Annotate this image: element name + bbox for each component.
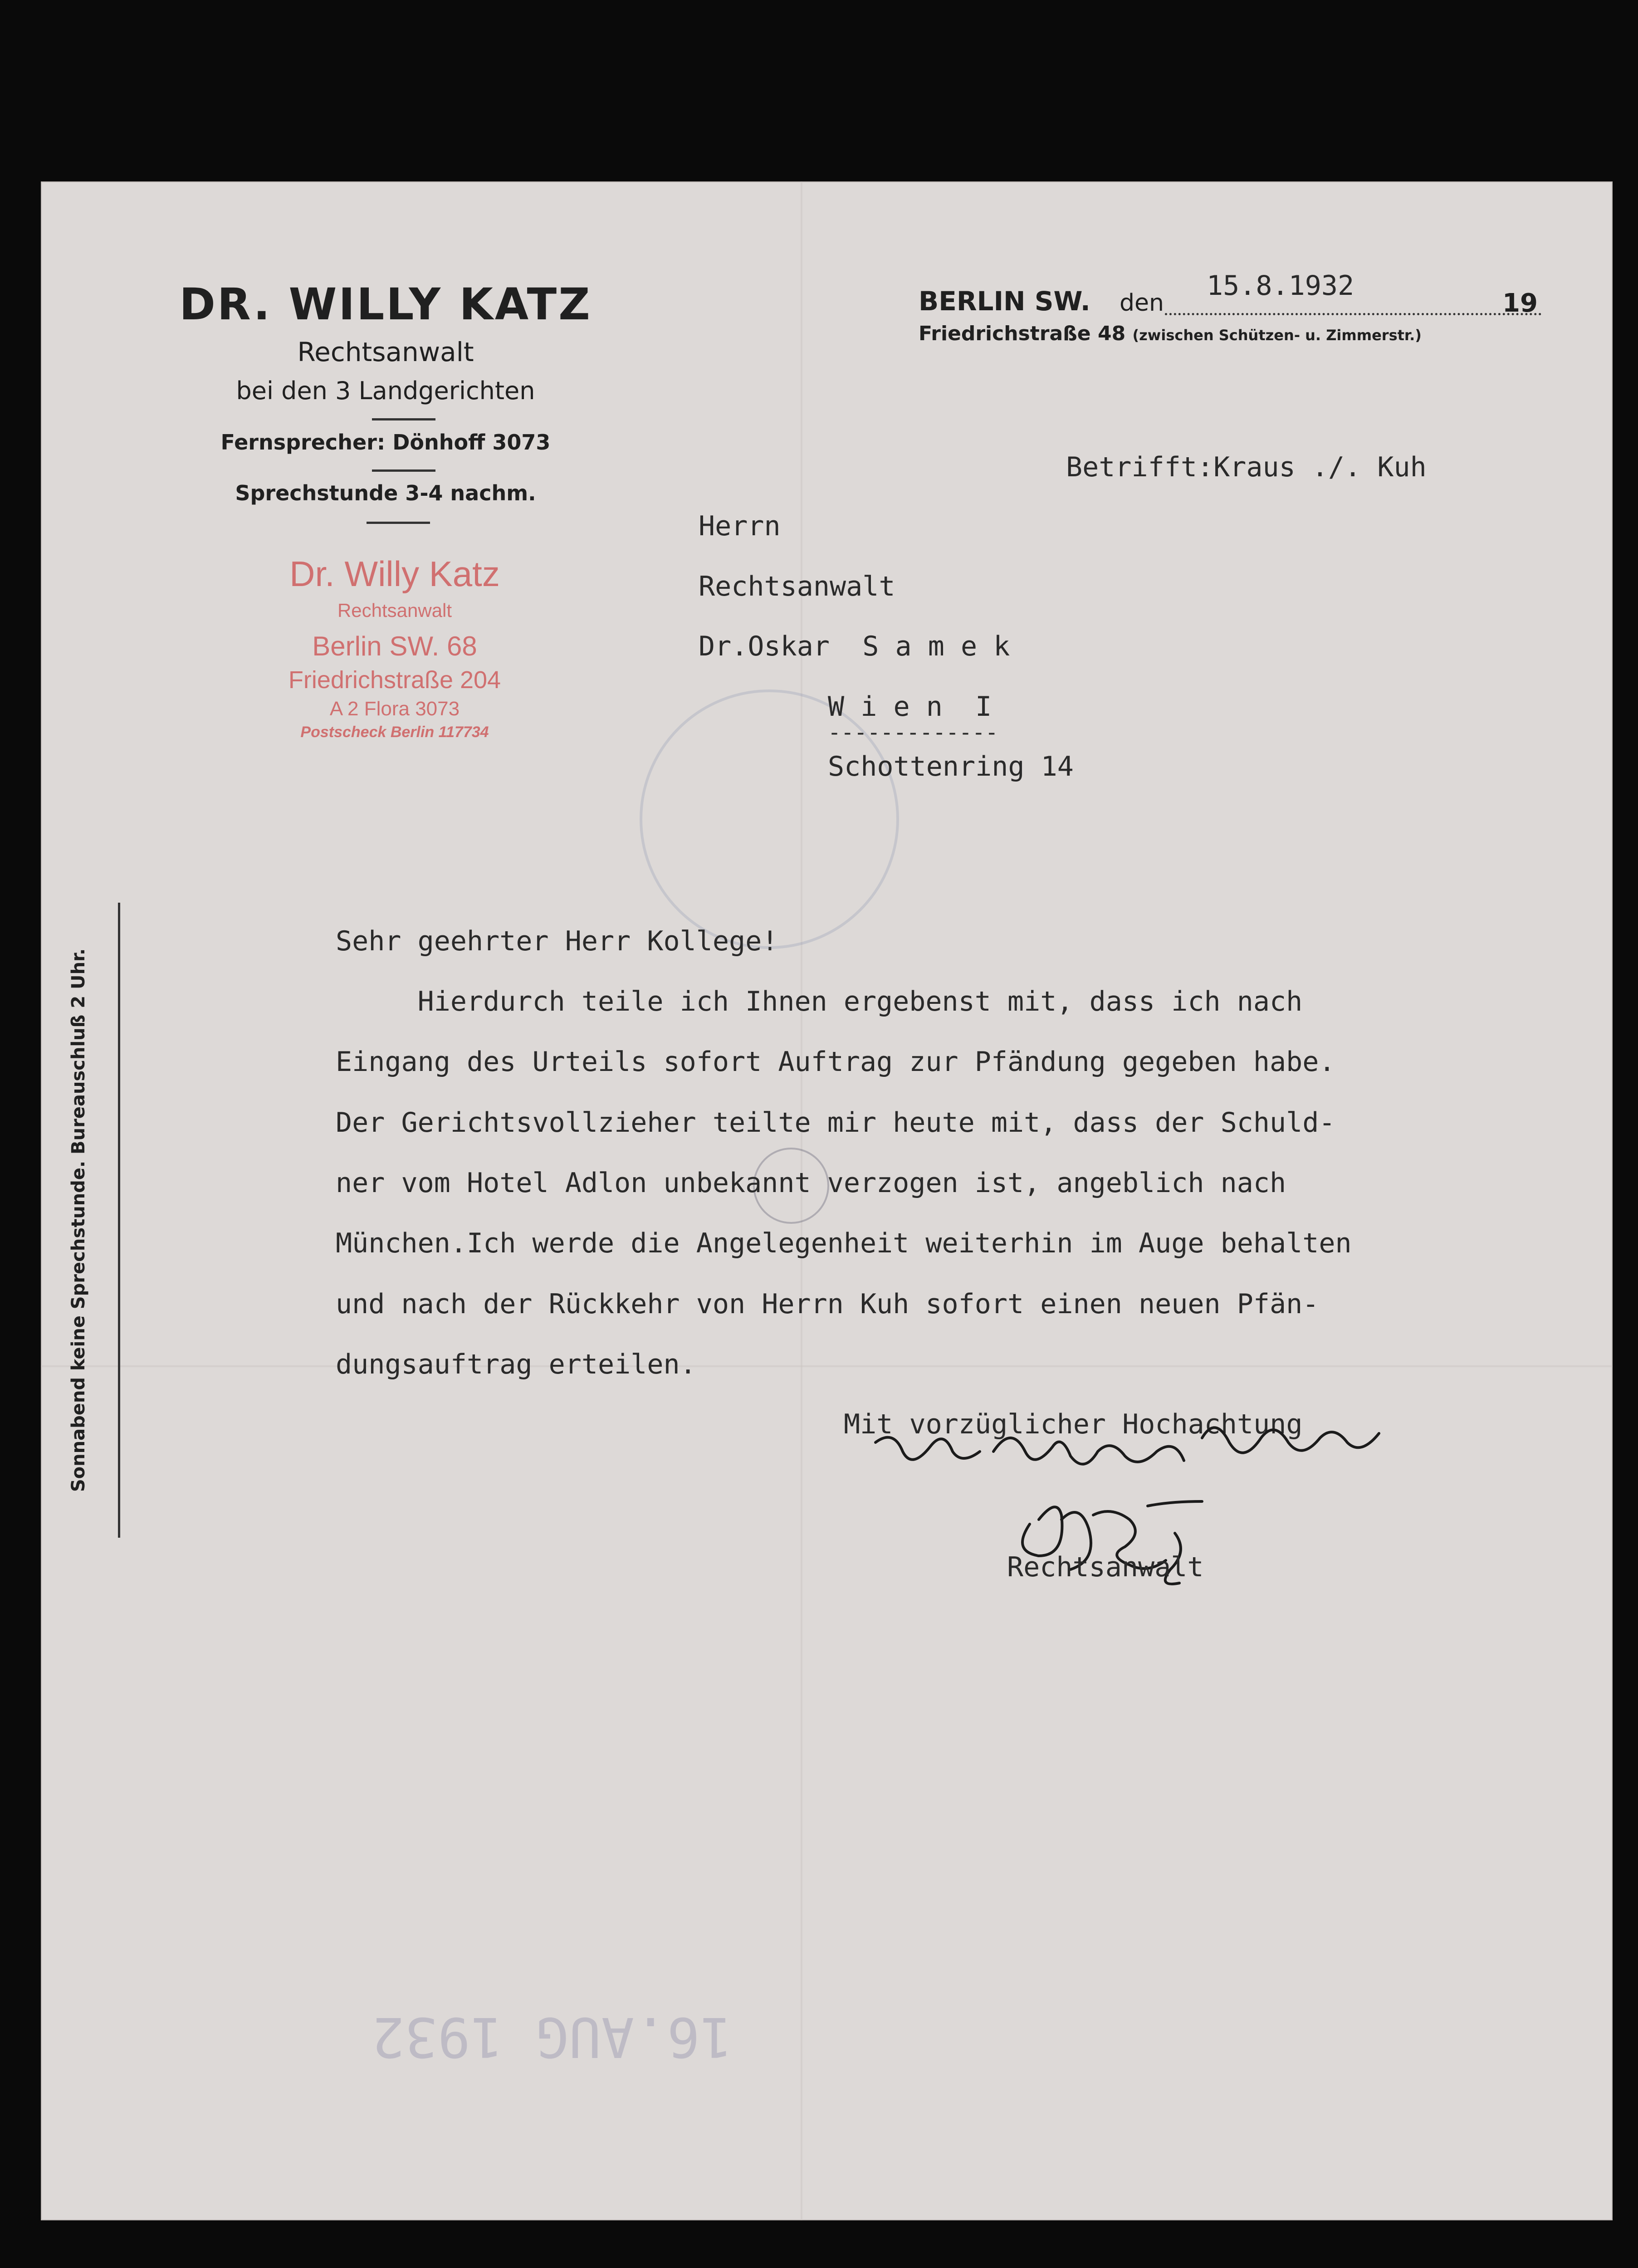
sender-street [919,322,1422,345]
stamp-name: Dr. Willy Katz [289,554,500,594]
stamp-postcheck: Postscheck Berlin 117734 [300,723,489,741]
body-line: dungsauftrag erteilen. [336,1349,696,1380]
street-address: Friedrichstraße 48 [919,322,1126,345]
body-line: Eingang des Urteils sofort Auftrag zur Pfändung gegeben habe. [336,1046,1335,1078]
sender-phone: Fernsprecher: Dönhoff 3073 [220,430,551,455]
office-hours: Sprechstunde 3-4 nachm. [235,481,536,505]
closing: Mit vorzüglicher Hochachtung [844,1408,1303,1440]
subject-line: Betrifft:Kraus ./. Kuh [1066,451,1427,483]
stamp-street: Friedrichstraße 204 [288,666,501,694]
side-rule [118,903,120,1538]
sender-city: BERLIN SW. [919,286,1090,317]
body-line: Hierdurch teile ich Ihnen ergebenst mit, dass ich nach [336,986,1303,1017]
divider [372,469,435,472]
letter-date: 15.8.1932 [1207,270,1354,302]
body-line: und nach der Rückkehr von Herrn Kuh sofort einen neuen Pfän- [336,1288,1319,1320]
stamp-city: Berlin SW. 68 [312,631,477,661]
date-prefix: den [1120,289,1164,317]
fold-line-horizontal [41,1365,1613,1367]
letter-page [41,181,1613,2220]
date-line [1165,313,1541,315]
divider [367,522,430,524]
sender-name: DR. WILLY KATZ [179,279,592,330]
recipient-city-underline: ------------- [828,720,998,745]
stamp-title: Rechtsanwalt [337,600,452,621]
recipient-city: W i e n I [828,691,992,723]
body-line: Der Gerichtsvollzieher teilte mir heute mit, dass der Schuld- [336,1107,1335,1139]
year-prefix: 19 [1502,288,1538,318]
side-note: Sonnabend keine Sprechstunde. Bureauschluß 2 Uhr. [68,948,89,1492]
recipient-salutation: Herrn [699,510,781,542]
recipient-name: Dr.Oskar S a m e k [699,631,1010,662]
divider [372,418,435,420]
body-line: ner vom Hotel Adlon unbekannt verzogen ist, angeblich nach [336,1167,1286,1199]
recipient-title: Rechtsanwalt [699,571,895,602]
sender-courts: bei den 3 Landgerichten [236,376,535,405]
greeting: Sehr geehrter Herr Kollege! [336,925,778,957]
sign-title: Rechtsanwalt [1007,1551,1204,1583]
stamp-phone: A 2 Flora 3073 [329,698,460,720]
body-line: München.Ich werde die Angelegenheit weiterhin im Auge behalten [336,1227,1352,1259]
sender-title: Rechtsanwalt [297,337,474,367]
recipient-street: Schottenring 14 [828,751,1074,782]
street-note: (zwischen Schützen- u. Zimmerstr.) [1132,327,1422,344]
receipt-stamp: 16.AUG 1932 [372,2005,733,2068]
